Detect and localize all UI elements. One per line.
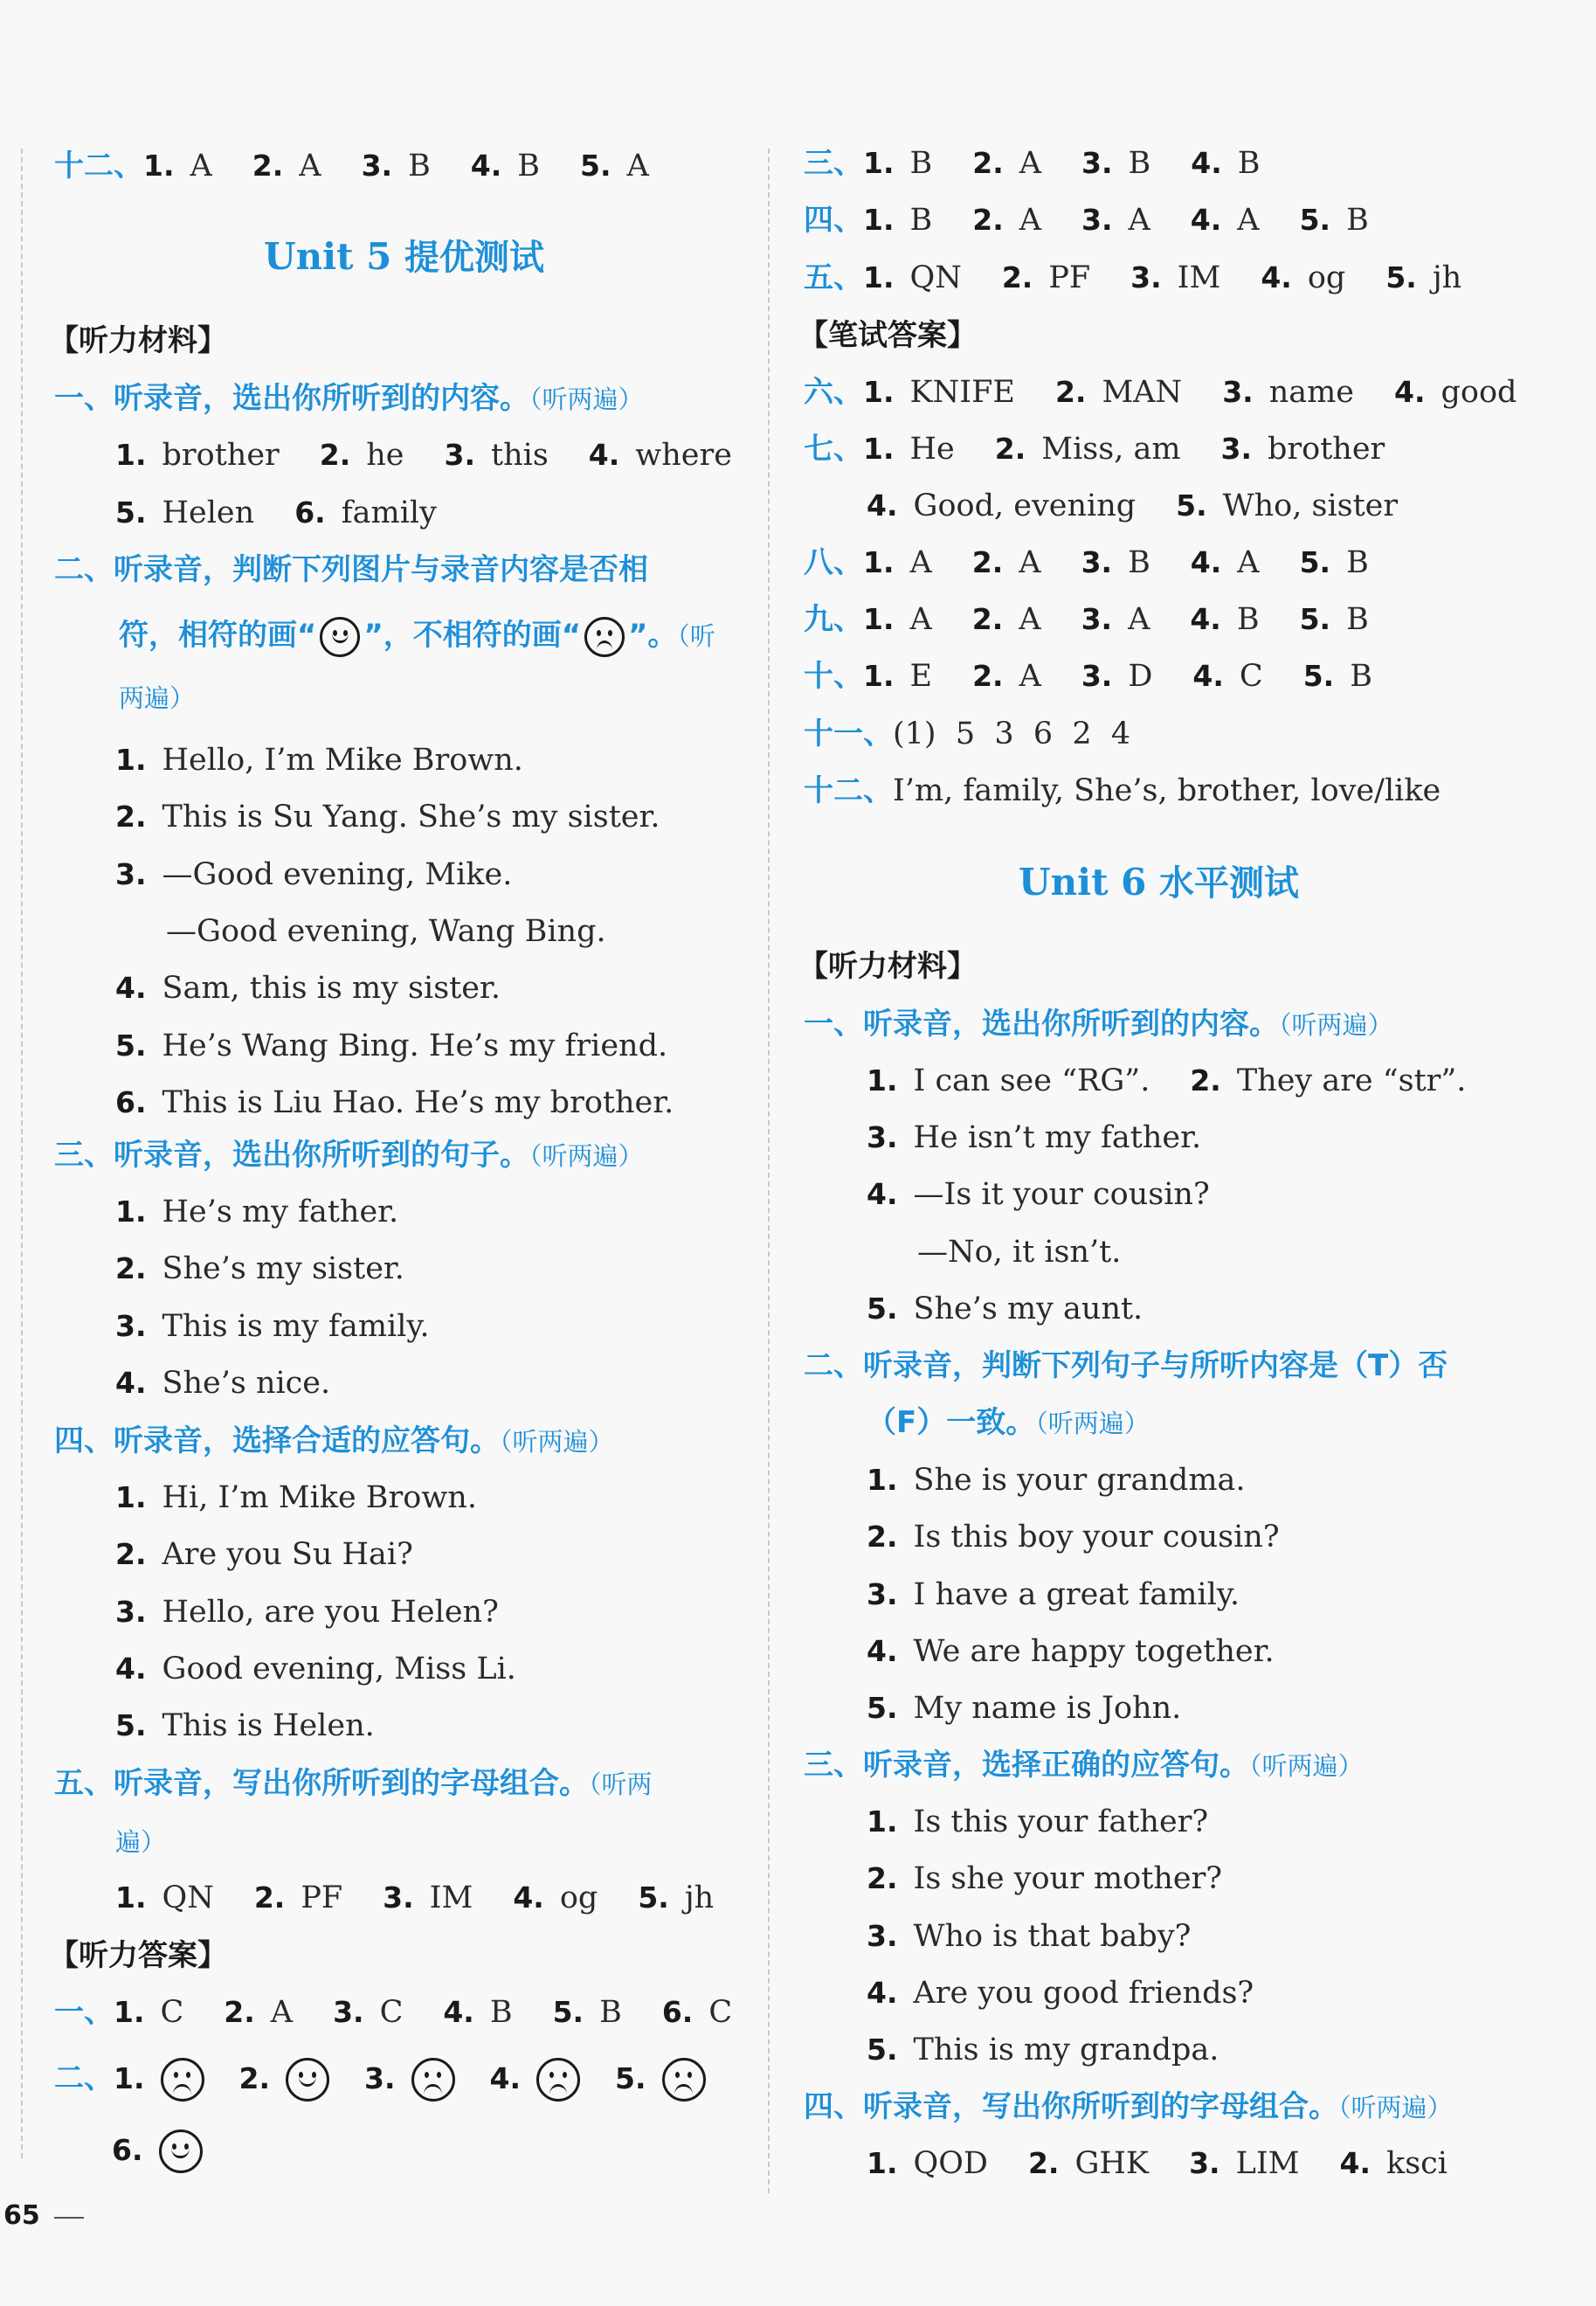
list-item: 3. This is my family. — [115, 1308, 430, 1344]
list-item: 2. Are you Su Hai? — [115, 1537, 413, 1573]
list-item: 4. —Is it your cousin? — [867, 1177, 1210, 1213]
unit5-title: Unit 5 提优测试 — [264, 235, 544, 278]
answer-item: 2. A — [972, 146, 1042, 181]
listen-material-heading-2: 【听力材料】 — [798, 949, 977, 984]
answer-item: 1. B — [863, 203, 933, 238]
list-item: 1. He’s my father. — [115, 1195, 399, 1229]
answer-item: 3. brother — [1220, 432, 1385, 467]
answer-item: 3. LIM — [1189, 2146, 1300, 2181]
list-item: 3. He isn’t my father. — [867, 1120, 1202, 1155]
sad-face-icon — [161, 2058, 204, 2102]
list-item: 1. She is your grandma. — [867, 1463, 1246, 1498]
listen-material-heading: 【听力材料】 — [49, 323, 227, 358]
answer-item: 4. where — [588, 438, 732, 473]
answer-item: 1. B — [863, 146, 933, 181]
answer-item: 3. name — [1222, 375, 1354, 410]
answer-row-4: 四、1. B 2. A 3. A 4. A 5. B — [804, 203, 1369, 238]
answer-item-number: 6. — [112, 2132, 143, 2167]
answer-item: 6. C — [661, 1995, 733, 2030]
answer-item: 2. A — [224, 1995, 294, 2030]
answer-item: 2. Miss, am — [994, 432, 1181, 467]
list-item: 6. This is Liu Hao. He’s my brother. — [115, 1084, 674, 1120]
list-item: 2. Is she your mother? — [867, 1861, 1223, 1897]
answer-item: 2. A — [971, 545, 1041, 580]
u6-section-2-heading-b: （F）一致。（听两遍） — [867, 1405, 1150, 1440]
answer-item: 2. he — [319, 438, 404, 473]
list-item: —No, it isn’t. — [917, 1234, 1122, 1270]
list-item: 4. Are you good friends? — [867, 1975, 1254, 2011]
answer-item-number: 4. — [489, 2060, 521, 2095]
answer-item: 4. og — [513, 1880, 598, 1915]
list-item: 4. We are happy together. — [867, 1633, 1275, 1669]
answer-item: 5. Who, sister — [1176, 488, 1399, 523]
answer-row-3: 三、1. B 2. A 3. B 4. B — [804, 146, 1261, 181]
section-2-heading-b: 符，相符的画“ ”，不相符的画“ ”。（听 — [119, 616, 715, 654]
answer-row-8: 八、1. A 2. A 3. B 4. A 5. B — [804, 545, 1369, 580]
answer-item: 1. C — [114, 1995, 184, 2030]
section-3-heading: 三、听录音，选出你所听到的句子。（听两遍） — [54, 1138, 644, 1173]
section-1-row-1 — [115, 436, 732, 474]
answer-item: 2. A — [971, 602, 1041, 637]
section-5-heading-a: 五、听录音，写出你所听到的字母组合。（听两 — [54, 1766, 653, 1801]
section-1-row-2 — [115, 494, 437, 532]
sad-face-icon — [536, 2058, 580, 2102]
u6-section-4-answers — [867, 2144, 1447, 2183]
u6-section-1-heading: 一、听录音，选出你所听到的内容。（听两遍） — [804, 1007, 1393, 1042]
page-number: 65 — [3, 2200, 40, 2231]
answer-item: 3. A — [1081, 203, 1150, 238]
answer-row-2: 二、1. 2. 3. 4. 5. — [54, 2058, 706, 2110]
answer-row-1: 一、1. C 2. A 3. C 4. B 5. B 6. C — [54, 1995, 733, 2030]
answer-row-9: 九、1. A 2. A 3. A 4. B 5. B — [804, 602, 1369, 637]
section-4-heading: 四、听录音，选择合适的应答句。（听两遍） — [54, 1423, 614, 1458]
answer-item: 4. Good, evening — [867, 488, 1137, 523]
answer-item: 2. MAN — [1054, 375, 1183, 410]
answer-item: 4. ksci — [1339, 2146, 1447, 2181]
answer-item: 1. brother — [115, 438, 280, 473]
answer-item: 3. this — [444, 438, 549, 473]
answer-item: 4. A — [1190, 545, 1260, 580]
answer-item: 2. A — [972, 203, 1042, 238]
answer-item: 3. A — [1081, 602, 1150, 637]
answer-item: 4. good — [1394, 375, 1517, 410]
answer-item: 4. C — [1192, 659, 1263, 694]
answer-row-7-cont — [867, 487, 1398, 525]
answer-row-12: 十二、1. A 2. A 3. B 4. B 5. A — [54, 149, 649, 184]
page-number-rule — [54, 2217, 84, 2219]
answer-item: 3. B — [1081, 545, 1150, 580]
list-item: 5. She’s my aunt. — [867, 1291, 1143, 1326]
list-item: 4. Sam, this is my sister. — [115, 971, 501, 1007]
answer-item: 5. B — [1299, 203, 1369, 238]
answer-item: 3. B — [361, 149, 431, 184]
list-item: 5. My name is John. — [867, 1691, 1182, 1727]
list-item: 2. Is this boy your cousin? — [867, 1520, 1280, 1555]
list-item: 5. He’s Wang Bing. He’s my friend. — [115, 1028, 668, 1063]
section-5-answers — [115, 1879, 714, 1917]
left-margin-rule — [21, 149, 23, 2158]
list-item: 1. Is this your father? — [867, 1804, 1209, 1839]
answer-item: 4. A — [1190, 203, 1260, 238]
answer-item: 4. og — [1261, 260, 1346, 295]
section-2-heading-c: 两遍） — [119, 683, 196, 713]
answer-item: 2. PF — [1001, 260, 1091, 295]
answer-item: 5. Helen — [115, 495, 255, 530]
listen-answer-heading: 【听力答案】 — [49, 1938, 227, 1973]
answer-item-number: 1. — [114, 2060, 145, 2095]
answer-item: 4. B — [1190, 602, 1260, 637]
u6-section-4-heading: 四、听录音，写出你所听到的字母组合。（听两遍） — [804, 2089, 1453, 2124]
answer-item: 3. C — [333, 1995, 404, 2030]
answer-row-12: 十二、I’m, family, She’s, brother, love/like — [804, 773, 1441, 808]
list-item: 5. This is Helen. — [115, 1708, 375, 1744]
answer-item: 3. IM — [1130, 260, 1221, 295]
list-item: 4. Good evening, Miss Li. — [115, 1651, 516, 1686]
answer-item: 1. QOD — [867, 2146, 988, 2181]
list-item: 5. This is my grandpa. — [867, 2032, 1219, 2068]
answer-item: 5. B — [552, 1995, 622, 2030]
list-item: 2. She’s my sister. — [115, 1251, 404, 1287]
answer-item: 3. IM — [383, 1880, 473, 1915]
section-5-heading-b: 遍） — [115, 1827, 167, 1857]
u6-section-2-heading-a: 二、听录音，判断下列句子与所听内容是（T）否 — [804, 1348, 1448, 1383]
sad-face-icon — [662, 2058, 706, 2102]
answer-row-2-cont — [112, 2129, 203, 2182]
answer-item: 4. B — [470, 149, 541, 184]
list-item: 1. Hello, I’m Mike Brown. — [115, 743, 523, 778]
answer-row-10: 十、1. E 2. A 3. D 4. C 5. B — [804, 659, 1372, 694]
answer-item: 2. A — [252, 149, 321, 184]
answer-item: 5. jh — [1385, 260, 1462, 295]
list-item: 3. Hello, are you Helen? — [115, 1594, 499, 1630]
answer-item: 5. B — [1299, 545, 1369, 580]
smile-face-icon — [159, 2129, 203, 2173]
answer-item: 1. KNIFE — [863, 375, 1015, 410]
answer-item: 1. A — [143, 149, 212, 184]
list-item: —Good evening, Wang Bing. — [166, 913, 606, 949]
section-1-heading: 一、听录音，选出你所听到的内容。（听两遍） — [54, 381, 644, 416]
answer-row-7: 七、1. He 2. Miss, am 3. brother — [804, 432, 1385, 467]
sad-face-icon — [411, 2058, 455, 2102]
answer-item: 3. B — [1081, 146, 1151, 181]
answer-item: 1. QN — [863, 260, 962, 295]
column-divider — [768, 149, 770, 2193]
list-item: 1. Hi, I’m Mike Brown. — [115, 1480, 477, 1515]
list-item: 3. I have a great family. — [867, 1576, 1240, 1612]
answer-row-5: 五、1. QN 2. PF 3. IM 4. og 5. jh — [804, 260, 1462, 295]
list-item: 3. Who is that baby? — [867, 1918, 1192, 1954]
answer-row-11: 十一、(1) 5 3 6 2 4 — [804, 717, 1131, 751]
unit6-title: Unit 6 水平测试 — [1019, 861, 1299, 904]
u6-section-1-row-1: 1. I can see “RG”. 2. They are “str”. — [867, 1063, 1467, 1098]
answer-item: 5. B — [1299, 602, 1369, 637]
written-answer-heading: 【笔试答案】 — [798, 318, 977, 353]
list-item: 3. —Good evening, Mike. — [115, 856, 513, 892]
answer-item: 1. He — [863, 432, 955, 467]
answer-row-6: 六、1. KNIFE 2. MAN 3. name 4. good — [804, 375, 1517, 410]
answer-item: 2. PF — [253, 1880, 343, 1915]
answer-item: 3. D — [1081, 659, 1153, 694]
answer-item: 5. A — [580, 149, 649, 184]
answer-item-number: 5. — [615, 2060, 646, 2095]
answer-item: 4. B — [443, 1995, 513, 2030]
answer-item: 1. A — [863, 602, 932, 637]
smile-face-icon — [286, 2058, 329, 2102]
list-item: 2. This is Su Yang. She’s my sister. — [115, 800, 660, 835]
answer-item-number: 3. — [364, 2060, 396, 2095]
answer-item: 1. A — [863, 545, 932, 580]
answer-items — [143, 149, 649, 184]
answer-item: 5. jh — [638, 1880, 715, 1915]
answer-item: 1. E — [863, 659, 933, 694]
answer-item: 2. A — [972, 659, 1041, 694]
answer-item-number: 2. — [238, 2060, 270, 2095]
answer-item: 1. QN — [115, 1880, 214, 1915]
answer-item: 6. family — [294, 495, 437, 530]
sad-face-icon — [584, 617, 625, 657]
smile-face-icon — [320, 617, 360, 657]
list-item: 4. She’s nice. — [115, 1365, 331, 1401]
u6-section-3-heading: 三、听录音，选择正确的应答句。（听两遍） — [804, 1748, 1364, 1783]
section-2-heading-a: 二、听录音，判断下列图片与录音内容是否相 — [54, 552, 648, 587]
answer-item: 4. B — [1191, 146, 1261, 181]
answer-item: 5. B — [1302, 659, 1372, 694]
answer-item: 2. GHK — [1027, 2146, 1150, 2181]
